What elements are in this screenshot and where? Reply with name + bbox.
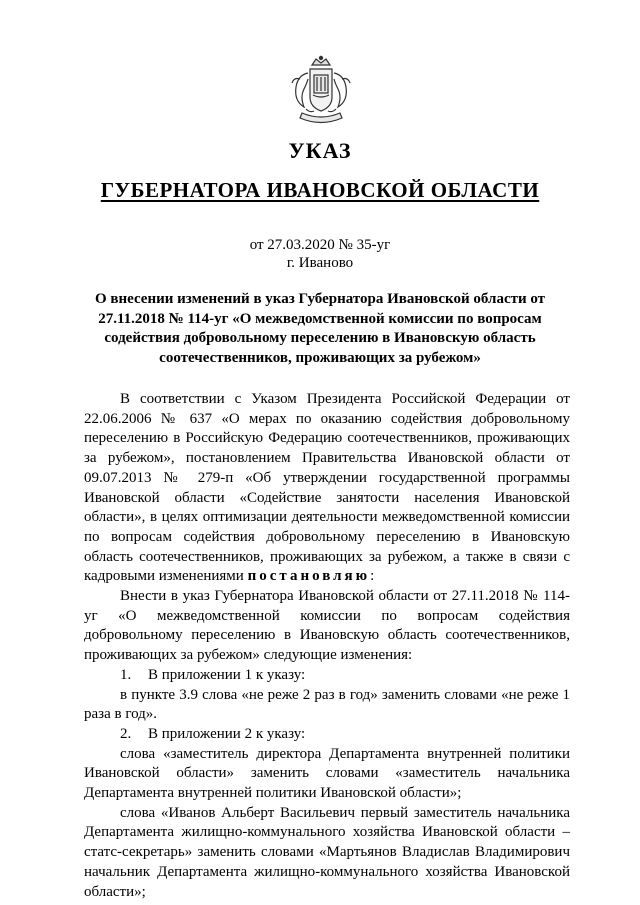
document-date: от 27.03.2020 № 35-уг — [249, 237, 391, 253]
document-body — [84, 390, 570, 902]
paragraph-main: Внести в указ Губернатора Ивановской области от 27.11.2018 № 114-уг «О межведомственной комиссии по вопросам содействия добровольному переселению в Ивановскую область соотечественников, проживающих за рубежом» следующие изменения: — [84, 588, 570, 664]
paragraph-preamble: В соответствии с Указом Президента Российской Федерации от 22.06.2006 № 637 «О мерах по оказанию содействия добровольному переселению в Российскую Федерацию соотечественников, проживающих за рубежом», постановлением Правительства Ивановской области от 09.07.2013 № 279-п «Об утверждении государственной программы Ивановской области «Содействие занятости населения Ивановской области», в целях оптимизации деятельности межведомственной комиссии по вопросам содействия добровольному переселению в Ивановскую область соотечественников, проживающих за рубежом, а также в связи с кадровыми изменениями постановляю: — [84, 391, 570, 585]
document-title: УКАЗ — [288, 138, 352, 163]
list-item-2: 2. В приложении 2 к указу: — [120, 725, 306, 742]
document-heading: О внесении изменений в указ Губернатора Ивановской области от 27.11.2018 № 114-уг «О межведомственной комиссии по вопросам содействия добровольному переселению в Ивановскую область соотечественников, проживающих за рубежом» — [94, 291, 546, 366]
decree-keyword: постановляю — [247, 568, 371, 585]
coat-of-arms-icon — [290, 55, 352, 127]
list-item-1-text: в пункте 3.9 слова «не реже 2 раз в год» заменить словами «не реже 1 раза в год». — [84, 686, 570, 723]
document-city: г. Иваново — [286, 255, 354, 271]
list-item-2-text-1: слова «заместитель директора Департамента внутренней политики Ивановской области» заменить словами «заместитель начальника Департамента внутренней политики Ивановской области»; — [84, 745, 570, 802]
list-item-1: 1. В приложении 1 к указу: — [120, 666, 306, 683]
list-item-2-text-2: слова «Иванов Альберт Васильевич первый заместитель начальника Департамента жилищно-коммунального хозяйства Ивановской области – статс-секретарь» заменить словами «Мартьянов Владислав Владимирович начальник Департамента жилищно-коммунального хозяйства Ивановской области»; — [84, 804, 570, 900]
document-issuer: ГУБЕРНАТОРА ИВАНОВСКОЙ ОБЛАСТИ — [100, 178, 540, 202]
